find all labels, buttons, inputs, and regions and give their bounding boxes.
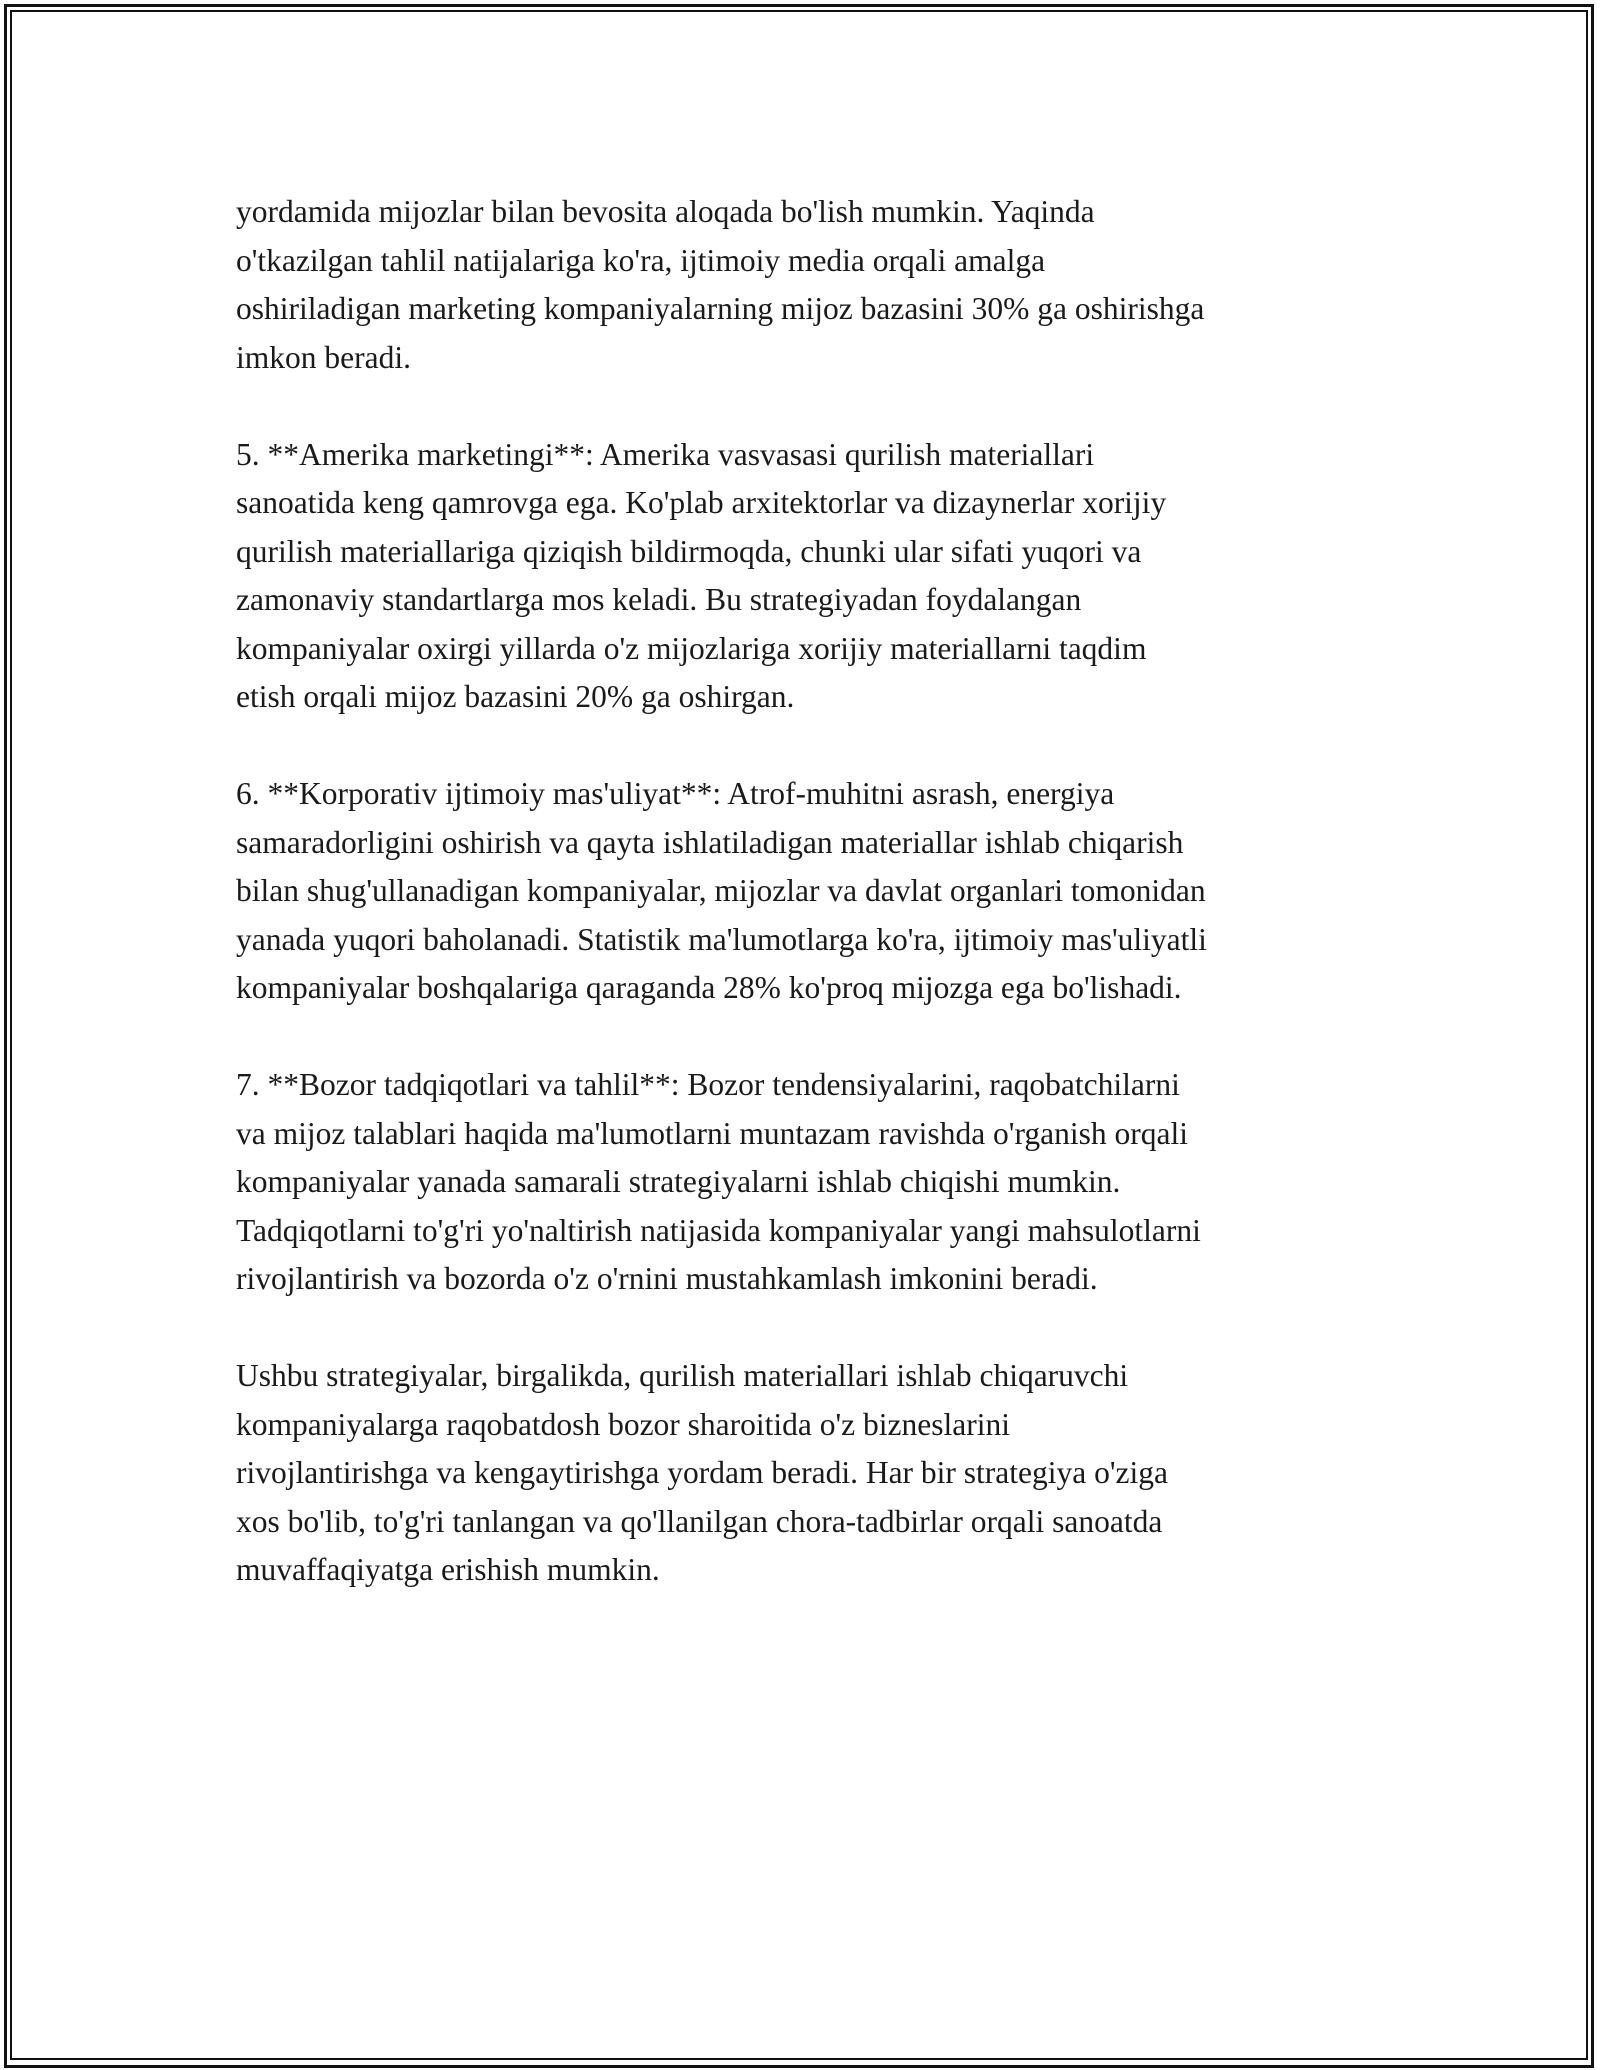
- paragraph-social-media-continuation: [236, 188, 1386, 382]
- text-line: kompaniyalar oxirgi yillarda o'z mijozlariga xorijiy materiallarni taqdim: [236, 630, 1147, 666]
- text-line: kompaniyalar boshqalariga qaraganda 28% ko'proq mijozga ega bo'lishadi.: [236, 970, 1182, 1005]
- paragraph-conclusion: [236, 1352, 1386, 1595]
- text-line: kompaniyalar yanada samarali strategiyalarni ishlab chiqishi mumkin.: [236, 1164, 1121, 1199]
- paragraph-item-7: [236, 1061, 1386, 1304]
- text-line: 6. **Korporativ ijtimoiy mas'uliyat**: Atrof-muhitni asrash, energiya: [236, 776, 1115, 811]
- text-line: bilan shug'ullanadigan kompaniyalar, mijozlar va davlat organlari tomonidan: [236, 873, 1206, 908]
- text-line: qurilish materiallariga qiziqish bildirmoqda, chunki ular sifati yuqori va: [236, 533, 1142, 569]
- text-line: yanada yuqori baholanadi. Statistik ma'lumotlarga ko'ra, ijtimoiy mas'uliyatli: [236, 921, 1207, 957]
- text-line: va mijoz talablari haqida ma'lumotlarni muntazam ravishda o'rganish orqali: [236, 1115, 1188, 1151]
- text-line: 7. **Bozor tadqiqotlari va tahlil**: Bozor tendensiyalarini, raqobatchilarni: [236, 1067, 1180, 1102]
- text-line: imkon beradi.: [236, 339, 411, 375]
- text-line: muvaffaqiyatga erishish mumkin.: [236, 1552, 660, 1587]
- text-line: samaradorligini oshirish va qayta ishlatiladigan materiallar ishlab chiqarish: [236, 824, 1184, 860]
- text-line: rivojlantirish va bozorda o'z o'rnini mustahkamlash imkonini beradi.: [236, 1261, 1098, 1296]
- text-line: rivojlantirishga va kengaytirishga yordam beradi. Har bir strategiya o'ziga: [236, 1455, 1168, 1490]
- paragraph-item-6: [236, 770, 1386, 1013]
- text-line: sanoatida keng qamrovga ega. Ko'plab arxitektorlar va dizaynerlar xorijiy: [236, 485, 1167, 520]
- text-line: Tadqiqotlarni to'g'ri yo'naltirish natijasida kompaniyalar yangi mahsulotlarni: [236, 1212, 1201, 1248]
- text-line: kompaniyalarga raqobatdosh bozor sharoitida o'z bizneslarini: [236, 1406, 1010, 1442]
- text-line: o'tkazilgan tahlil natijalariga ko'ra, ijtimoiy media orqali amalga: [236, 242, 1046, 278]
- text-line: 5. **Amerika marketingi**: Amerika vasvasasi qurilish materiallari: [236, 436, 1095, 472]
- text-line: zamonaviy standartlarga mos keladi. Bu strategiyadan foydalangan: [236, 582, 1082, 617]
- document-body: [236, 188, 1386, 1643]
- text-line: oshiriladigan marketing kompaniyalarning mijoz bazasini 30% ga oshirishga: [236, 291, 1205, 326]
- text-line: yordamida mijozlar bilan bevosita aloqada bo'lish mumkin. Yaqinda: [236, 194, 1095, 229]
- text-line: Ushbu strategiyalar, birgalikda, qurilish materiallari ishlab chiqaruvchi: [236, 1358, 1129, 1393]
- paragraph-item-5: [236, 431, 1386, 722]
- text-line: xos bo'lib, to'g'ri tanlangan va qo'llanilgan chora-tadbirlar orqali sanoatda: [236, 1503, 1163, 1539]
- text-line: etish orqali mijoz bazasini 20% ga oshirgan.: [236, 679, 795, 714]
